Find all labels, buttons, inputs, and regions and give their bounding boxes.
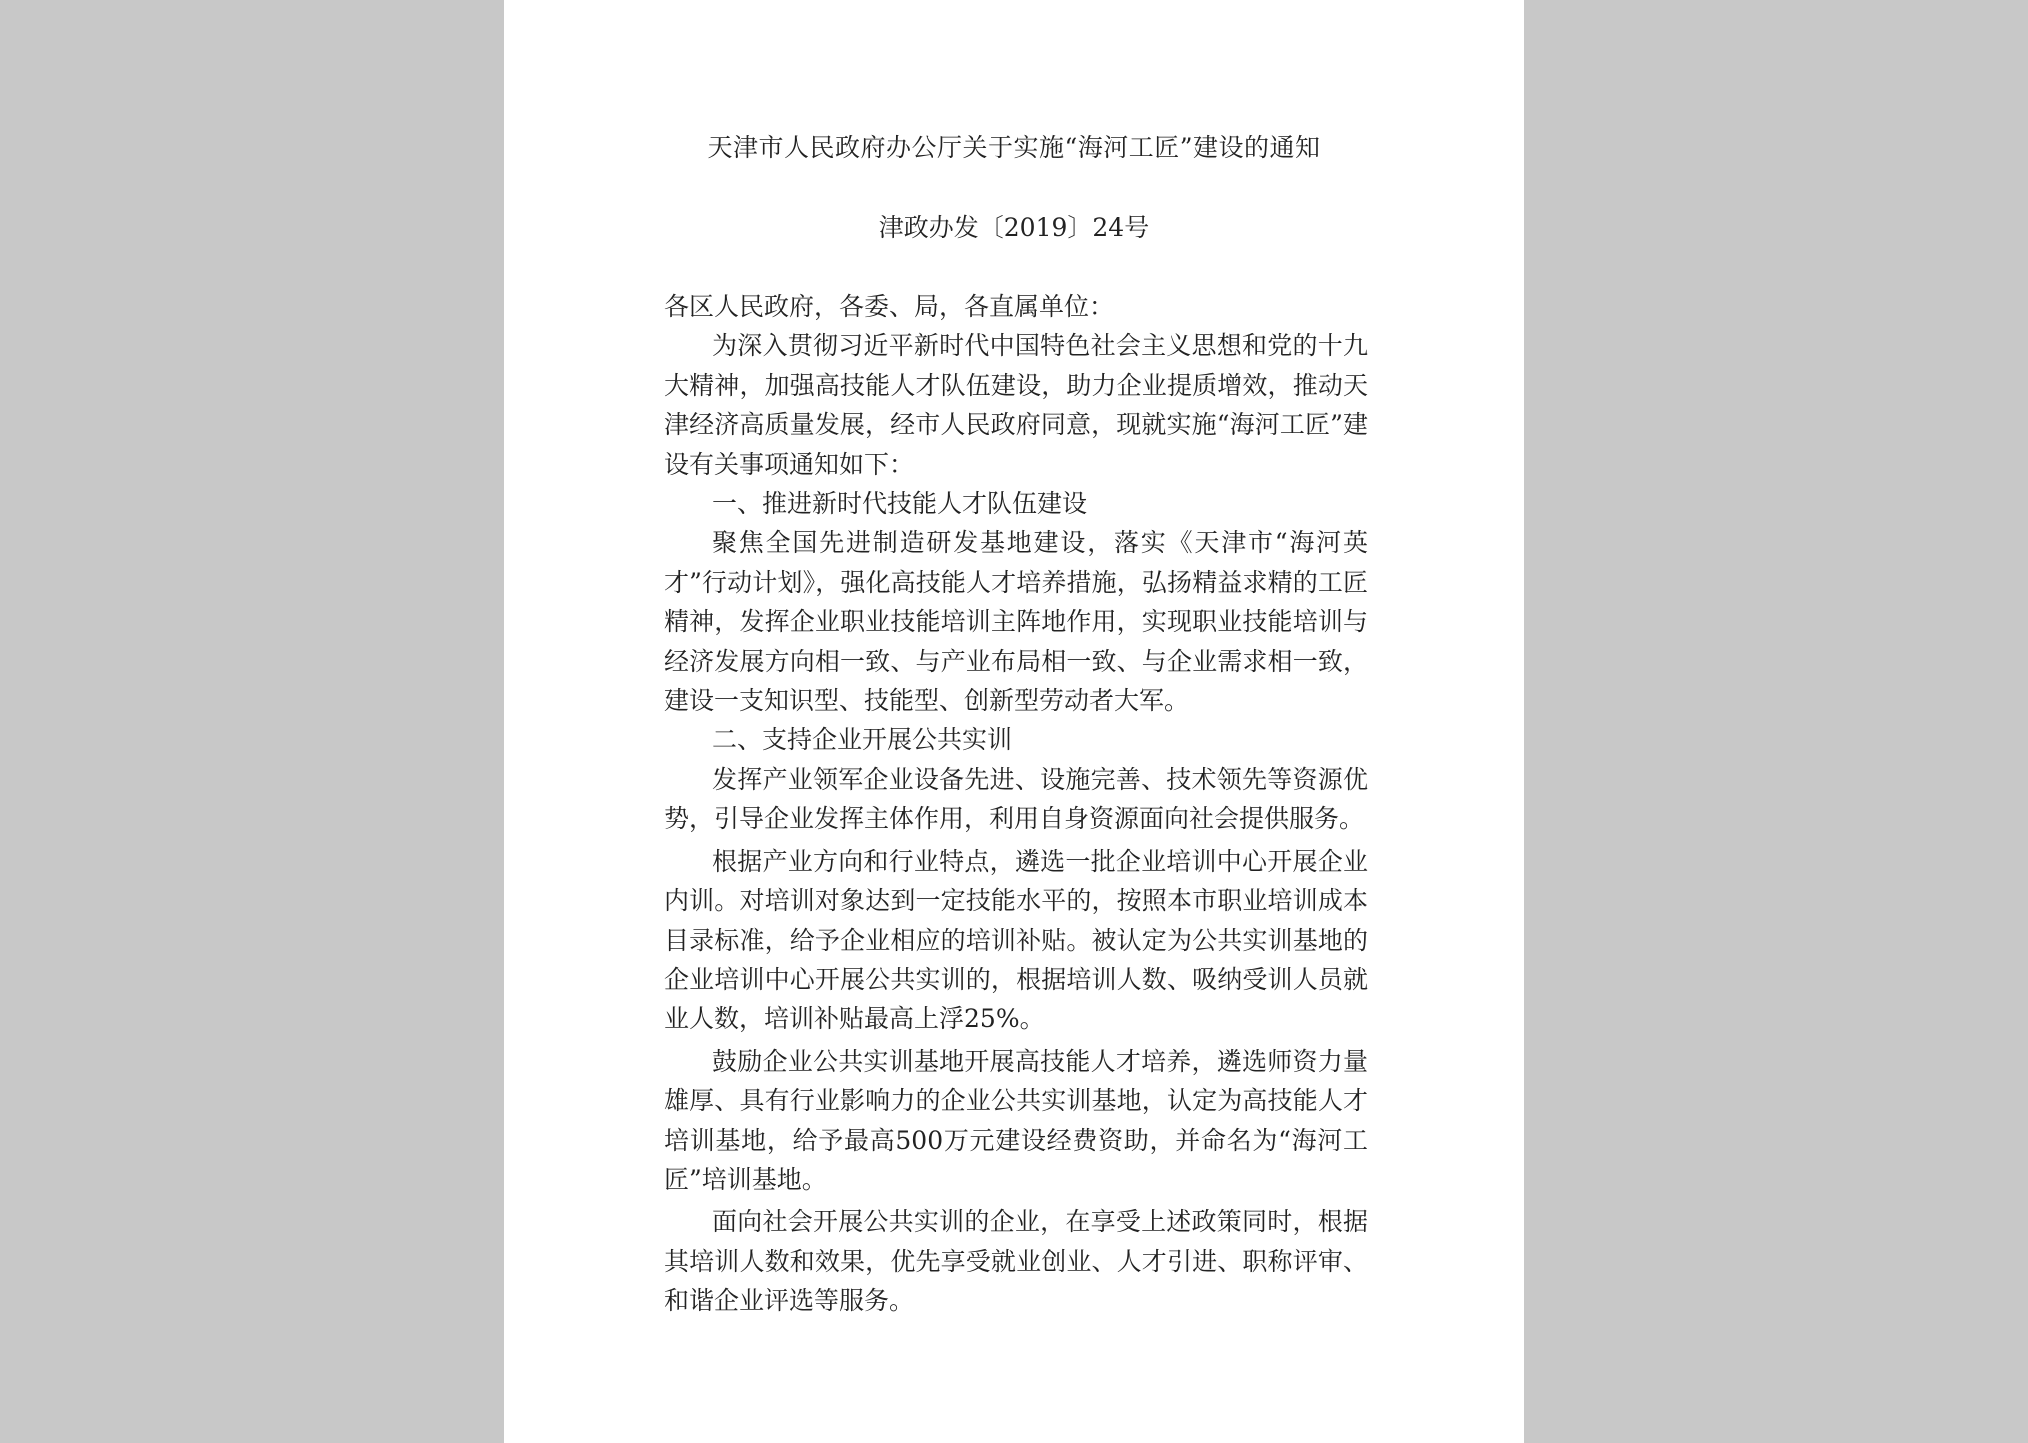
paragraph-section-1: 聚焦全国先进制造研发基地建设，落实《天津市“海河英才”行动计划》，强化高技能人才培养措施，弘扬精益求精的工匠精神，发挥企业职业技能培训主阵地作用，实现职业技能培训与经济发展方向相一致、与产业布局相一致、与企业需求相一致，建设一支知识型、技能型、创新型劳动者大军。 xyxy=(664,528,1368,716)
document-body xyxy=(664,287,1368,1321)
section-heading-1: 一、推进新时代技能人才队伍建设 xyxy=(712,489,1088,519)
document-page xyxy=(504,0,1524,1443)
document-number: 津政办发〔2019〕24号 xyxy=(878,213,1150,242)
paragraph-resources: 发挥产业领军企业设备先进、设施完善、技术领先等资源优势，引导企业发挥主体作用，利用自身资源面向社会提供服务。 xyxy=(664,764,1368,834)
paragraph-intro: 为深入贯彻习近平新时代中国特色社会主义思想和党的十九大精神，加强高技能人才队伍建设，助力企业提质增效，推动天津经济高质量发展，经市人民政府同意，现就实施“海河工匠”建设有关事项通知如下： xyxy=(664,331,1368,479)
paragraph-training-centers: 根据产业方向和行业特点，遴选一批企业培训中心开展企业内训。对培训对象达到一定技能水平的，按照本市职业培训成本目录标准，给予企业相应的培训补贴。被认定为公共实训基地的企业培训中心开展公共实训的，根据培训人数、吸纳受训人员就业人数，培训补贴最高上浮25%。 xyxy=(664,846,1368,1034)
salutation: 各区人民政府，各委、局，各直属单位： xyxy=(664,292,1115,321)
paragraph-priority-services: 面向社会开展公共实训的企业，在享受上述政策同时，根据其培训人数和效果，优先享受就业创业、人才引进、职称评审、和谐企业评选等服务。 xyxy=(664,1207,1368,1316)
paragraph-high-skill-bases: 鼓励企业公共实训基地开展高技能人才培养，遴选师资力量雄厚、具有行业影响力的企业公共实训基地，认定为高技能人才培训基地，给予最高500万元建设经费资助，并命名为“海河工匠”培训基地。 xyxy=(664,1046,1368,1194)
section-heading-2: 二、支持企业开展公共实训 xyxy=(712,725,1013,755)
document-title: 天津市人民政府办公厅关于实施“海河工匠”建设的通知 xyxy=(707,133,1321,162)
